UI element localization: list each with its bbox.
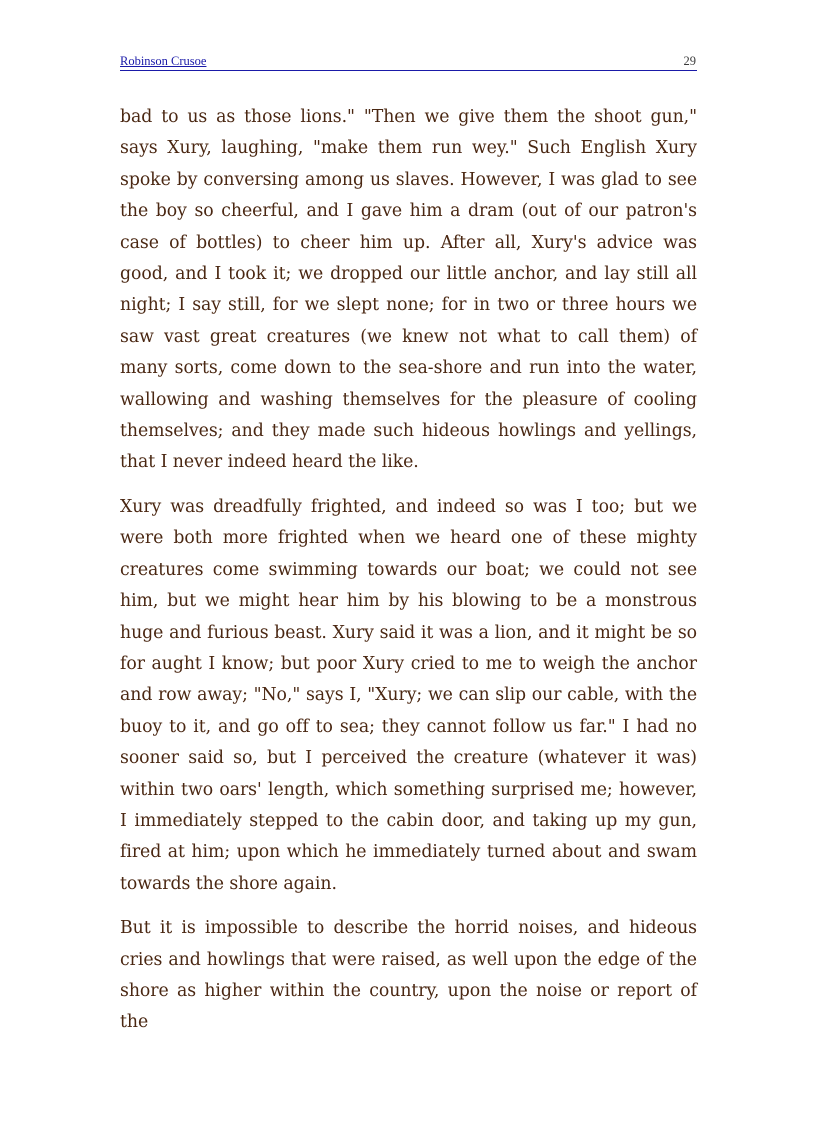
page-number: 29 [683, 54, 696, 68]
paragraph: bad to us as those lions." "Then we give them the shoot gun," says Xury, laughing, "make them run wey." Such English Xury spoke by conversing among us slaves. However, I was glad to see the boy so cheerful, and I gave him a dram (out of our patron's case of bottles) to cheer him up. After all, Xury's advice was good, and I took it; we dropped our little anchor, and lay still all night; I say still, for we slept none; for in two or three hours we saw vast great creatures (we knew not what to call them) of many sorts, come down to the sea-shore and run into the water, wallowing and washing themselves for the pleasure of cooling themselves; and they made such hideous howlings and yellings, that I never indeed heard the like. [120, 107, 697, 473]
page-body [120, 102, 697, 1052]
paragraph: But it is impossible to describe the horrid noises, and hideous cries and howlings that were raised, as well upon the edge of the shore as higher within the country, upon the noise or report of the [120, 918, 697, 1033]
paragraph: Xury was dreadfully frighted, and indeed so was I too; but we were both more frighted when we heard one of these mighty creatures come swimming towards our boat; we could not see him, but we might hear him by his blowing to be a monstrous huge and furious beast. Xury said it was a lion, and it might be so for aught I know; but poor Xury cried to me to weigh the anchor and row away; "No," says I, "Xury; we can slip our cable, with the buoy to it, and go off to sea; they cannot follow us far." I had no sooner said so, but I perceived the creature (whatever it was) within two oars' length, which something surprised me; however, I immediately stepped to the cabin door, and taking up my gun, fired at him; upon which he immediately turned about and swam towards the shore again. [120, 496, 697, 894]
running-header [120, 53, 697, 71]
book-title-link[interactable]: Robinson Crusoe [120, 54, 207, 68]
